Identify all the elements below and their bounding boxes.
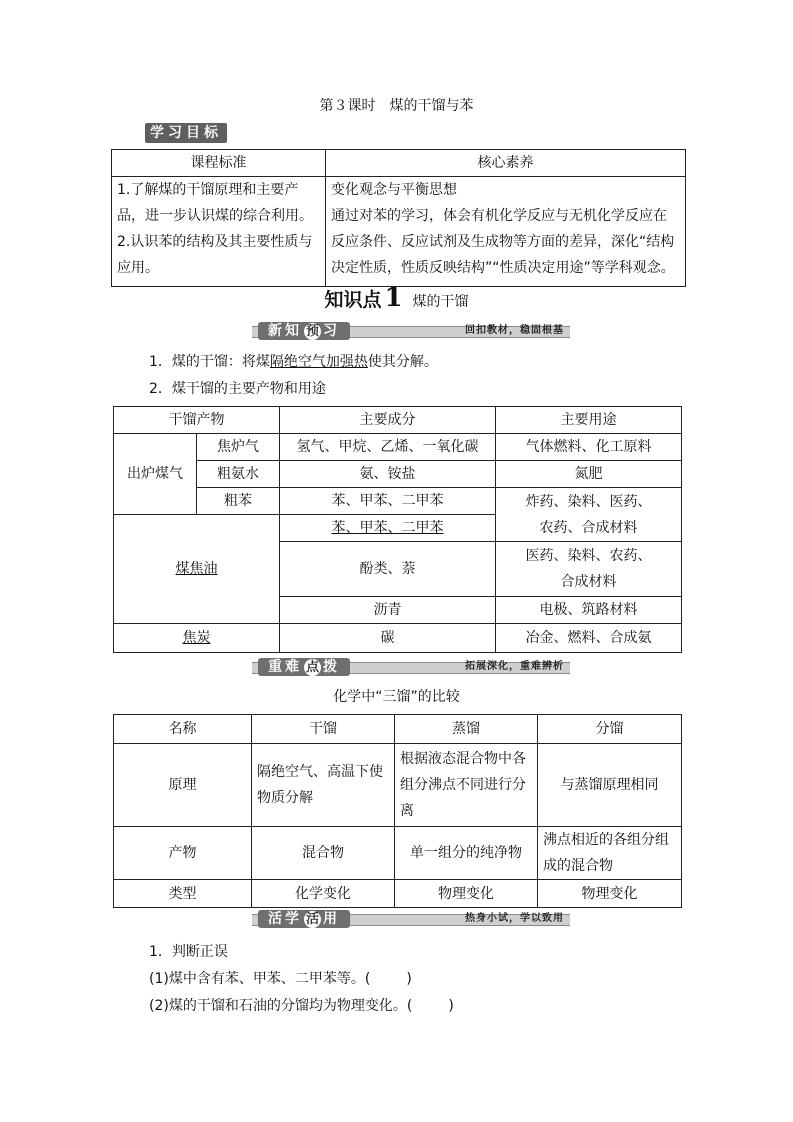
dry-distillation-definition xyxy=(149,351,438,371)
banner-label-pre: 活学 xyxy=(268,911,302,927)
coke-components: 碳 xyxy=(280,624,496,653)
compare-header-name: 名称 xyxy=(114,715,252,744)
goals-literacy-title: 变化观念与平衡思想 xyxy=(331,182,457,198)
lesson-title: 第３课时 煤的干馏与苯 xyxy=(319,98,474,114)
compare-cell-fraction: 物理变化 xyxy=(538,880,682,908)
goals-standard-cell xyxy=(112,177,326,287)
banner-label-highlight: 预 xyxy=(305,324,319,339)
knowledge-point-heading xyxy=(0,283,793,313)
answer-close: ) xyxy=(406,971,412,987)
goals-header-literacy: 核心素养 xyxy=(326,150,686,177)
tar-use-3: 电极、筑路材料 xyxy=(496,597,682,624)
banner-label xyxy=(258,322,350,340)
compare-header-fraction: 分馏 xyxy=(538,715,682,744)
banner-label-highlight: 活 xyxy=(305,912,319,927)
tar-cell xyxy=(114,515,280,624)
gas-item-name: 粗氨水 xyxy=(197,461,280,488)
products-header-use: 主要用途 xyxy=(496,407,682,434)
tar-use-2 xyxy=(496,542,682,597)
banner-label-pre: 新知 xyxy=(268,323,302,339)
table-row xyxy=(114,827,682,880)
exercise-item xyxy=(149,968,412,988)
compare-cell-fraction: 沸点相近的各组分组成的混合物 xyxy=(538,827,682,880)
coke-use: 冶金、燃料、合成氨 xyxy=(496,624,682,653)
answer-open: ( xyxy=(406,998,413,1014)
exercise-item xyxy=(149,995,454,1015)
banner-tagline: 回扣教材，稳固根基 xyxy=(465,325,564,336)
goals-standard-2: 2.认识苯的结构及其主要性质与应用。 xyxy=(117,234,313,276)
compare-cell-distill: 根据液态混合物中各组分沸点不同进行分离 xyxy=(395,744,538,827)
compare-cell-dry: 隔绝空气、高温下使物质分解 xyxy=(252,744,395,827)
benzene-use-line2: 农药、合成材料 xyxy=(539,519,638,536)
tar-use-2-line1: 医药、染料、农药、 xyxy=(525,548,652,564)
gas-item-components: 苯、甲苯、二甲苯 xyxy=(280,488,496,515)
coke-name: 焦炭 xyxy=(182,630,211,646)
compare-row-label: 原理 xyxy=(114,744,252,827)
banner-label-post: 习 xyxy=(323,323,340,339)
benzene-use-line1: 炸药、染料、医药、 xyxy=(525,493,652,510)
definition-pre: 1．煤的干馏：将煤 xyxy=(149,354,270,370)
definition-underline-heat: 加强热 xyxy=(325,354,368,370)
goals-literacy-body: 通过对苯的学习，体会有机化学反应与无机化学反应在反应条件、反应试剂及生成物等方面的差异，深化“结构决定性质，性质反映结构”“性质决定用途”等学科观念。 xyxy=(331,208,675,276)
tar-components-2: 酚类、萘 xyxy=(280,542,496,597)
compare-header-dry: 干馏 xyxy=(252,715,395,744)
compare-header-distill: 蒸馏 xyxy=(395,715,538,744)
answer-close: ) xyxy=(448,998,454,1014)
compare-row-label: 类型 xyxy=(114,880,252,908)
exercise-heading: 1．判断正误 xyxy=(149,944,228,960)
gas-item-use: 氮肥 xyxy=(496,461,682,488)
gas-item-name: 粗苯 xyxy=(197,488,280,515)
exercise-item-text: (1)煤中含有苯、甲苯、二甲苯等。 xyxy=(149,971,365,987)
products-table xyxy=(113,406,682,653)
goals-label xyxy=(145,123,227,143)
banner-label xyxy=(258,658,350,676)
banner-key-points xyxy=(252,658,570,676)
table-row xyxy=(114,744,682,827)
definition-underline-air: 隔绝空气 xyxy=(269,354,326,370)
goals-header-standard: 课程标准 xyxy=(112,150,326,177)
answer-open: ( xyxy=(364,971,371,987)
banner-label-post: 拨 xyxy=(323,659,340,675)
compare-cell-dry: 混合物 xyxy=(252,827,395,880)
compare-cell-fraction: 与蒸馏原理相同 xyxy=(538,744,682,827)
banner-tagline: 拓展深化，重难辨析 xyxy=(465,661,564,672)
products-header-components: 主要成分 xyxy=(280,407,496,434)
goals-literacy-cell xyxy=(326,177,686,287)
compare-table xyxy=(113,714,682,908)
banner-label xyxy=(258,910,350,928)
tar-use-2-line2: 合成材料 xyxy=(560,574,617,590)
banner-preview xyxy=(252,322,570,340)
gas-group: 出炉煤气 xyxy=(114,434,197,515)
gas-item-components: 氢气、甲烷、乙烯、一氧化碳 xyxy=(280,434,496,461)
knowledge-point-prefix: 知识点 xyxy=(324,289,382,311)
coke-cell xyxy=(114,624,280,653)
banner-apply xyxy=(252,910,570,928)
knowledge-point-title: 煤的干馏 xyxy=(412,294,469,310)
benzene-use xyxy=(496,488,682,542)
tar-name: 煤焦油 xyxy=(175,561,218,577)
gas-item-use: 气体燃料、化工原料 xyxy=(496,434,682,461)
gas-item-components: 氨、铵盐 xyxy=(280,461,496,488)
tar-components-3: 沥青 xyxy=(280,597,496,624)
exercise-item-text: (2)煤的干馏和石油的分馏均为物理变化。 xyxy=(149,998,407,1014)
knowledge-point-number: 1 xyxy=(384,283,403,313)
table-row xyxy=(114,880,682,908)
products-header-product: 干馏产物 xyxy=(114,407,280,434)
compare-row-label: 产物 xyxy=(114,827,252,880)
compare-title: 化学中“三馏”的比较 xyxy=(333,689,460,705)
definition-post: 使其分解。 xyxy=(367,354,438,370)
goals-label-text: 学习目标 xyxy=(150,125,222,141)
compare-cell-dry: 化学变化 xyxy=(252,880,395,908)
gas-item-name: 焦炉气 xyxy=(197,434,280,461)
goals-standard-1: 1.了解煤的干馏原理和主要产品，进一步认识煤的综合利用。 xyxy=(117,182,313,224)
goals-table xyxy=(111,149,686,287)
banner-label-post: 用 xyxy=(323,911,340,927)
banner-label-pre: 重难 xyxy=(268,659,302,675)
compare-cell-distill: 物理变化 xyxy=(395,880,538,908)
tar-components-1 xyxy=(280,515,496,542)
banner-label-highlight: 点 xyxy=(305,660,319,675)
banner-tagline: 热身小试，学以致用 xyxy=(465,913,564,924)
tar-components-1-text: 苯、甲苯、二甲苯 xyxy=(331,520,444,536)
products-heading: 2．煤干馏的主要产物和用途 xyxy=(149,381,326,397)
compare-cell-distill: 单一组分的纯净物 xyxy=(395,827,538,880)
